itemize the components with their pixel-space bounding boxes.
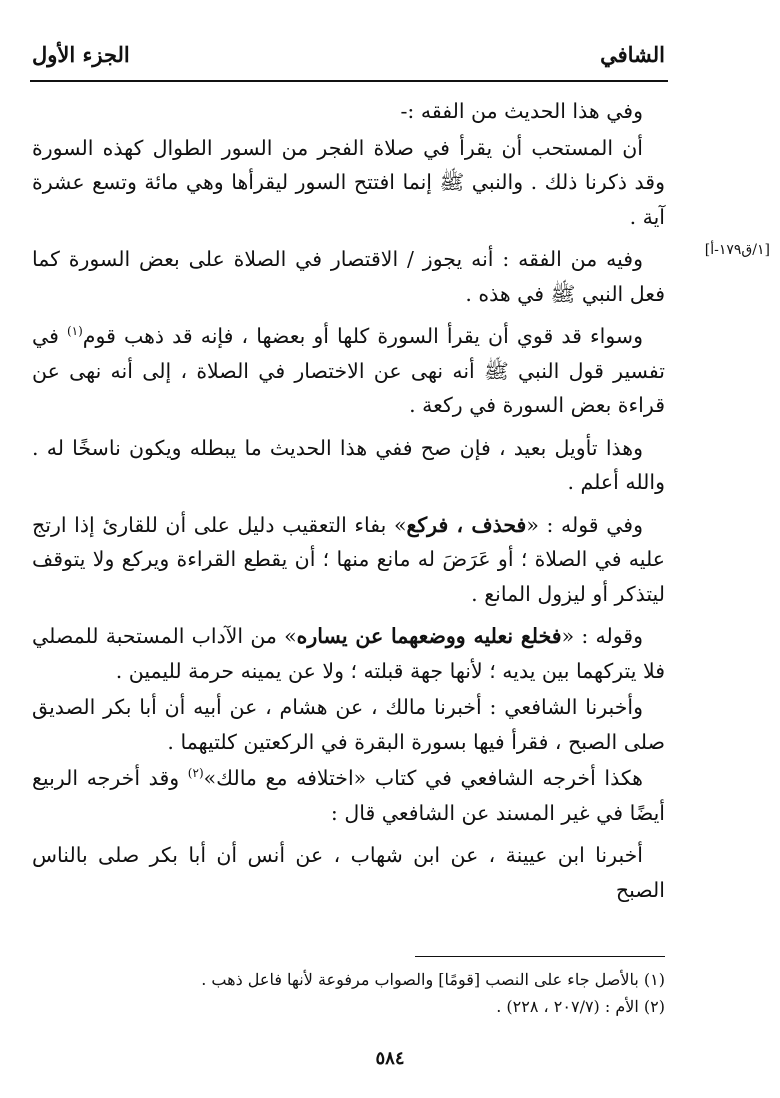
paragraph bbox=[32, 431, 665, 500]
paragraph-text: وقد أخرجه الربيع أيضًا في غير المسند عن الشافعي قال : bbox=[32, 766, 665, 825]
hadith-quote-bold: فخلع نعليه ووضعهما عن يساره bbox=[296, 624, 562, 648]
paragraph bbox=[32, 761, 665, 830]
paragraph-text: أخبرنا ابن عيينة ، عن ابن شهاب ، عن أنس أن أبا بكر صلى بالناس الصبح bbox=[32, 843, 665, 902]
paragraph bbox=[32, 508, 665, 612]
paragraph-text: وأخبرنا الشافعي : أخبرنا مالك ، عن هشام ، عن أبيه أن أبا بكر الصديق صلى الصبح ، فقرأ فيها بسورة البقرة في الركعتين كلتيهما . bbox=[32, 695, 665, 754]
paragraph bbox=[32, 131, 665, 235]
paragraph-text: هكذا أخرجه الشافعي في كتاب «اختلافه مع مالك» bbox=[203, 766, 643, 790]
manuscript-folio-marker: [١/ق١٧٩-أ] bbox=[704, 242, 770, 258]
footnote-rule bbox=[415, 956, 665, 957]
paragraph-text: » من الآداب المستحبة للمصلي فلا يتركهما بين يديه ؛ لأنها جهة قبلته ؛ ولا عن يمينه حرمة لليمين . bbox=[32, 624, 665, 683]
header-rule bbox=[30, 80, 668, 82]
paragraph bbox=[32, 838, 665, 907]
paragraph-text: أن المستحب أن يقرأ في صلاة الفجر من السور الطوال كهذه السورة وقد ذكرنا ذلك . والنبي ﷺ إنما افتتح السور ليقرأها وهي مائة وتسع عشرة آية . bbox=[32, 135, 665, 229]
footnotes bbox=[32, 966, 665, 1020]
paragraph bbox=[32, 690, 665, 759]
footnote-ref-2: (٢) bbox=[187, 766, 204, 781]
hadith-quote-bold: فحذف ، فركع bbox=[406, 512, 527, 537]
paragraph-text: وفي هذا الحديث من الفقه :- bbox=[400, 99, 643, 123]
paragraph bbox=[32, 242, 665, 311]
paragraph bbox=[32, 94, 665, 129]
running-header-title: الشافي bbox=[600, 42, 665, 67]
main-text bbox=[32, 94, 665, 915]
footnote-2: (٢) الأم : (٢٠٧/٧ ، ٢٢٨) . bbox=[496, 997, 665, 1016]
footnote-ref-1: (١) bbox=[66, 324, 83, 339]
paragraph bbox=[32, 619, 665, 688]
running-header-volume: الجزء الأول bbox=[32, 42, 130, 67]
paragraph-text: وسواء قد قوي أن يقرأ السورة كلها أو بعضها ، فإنه قد ذهب قوم bbox=[82, 324, 643, 348]
footnote-1: (١) بالأصل جاء على النصب [قومًا] والصواب مرفوعة لأنها فاعل ذهب . bbox=[201, 970, 665, 989]
paragraph-text: وهذا تأويل بعيد ، فإن صح ففي هذا الحديث ما يبطله ويكون ناسخًا له . والله أعلم . bbox=[32, 435, 665, 494]
paragraph bbox=[32, 319, 665, 423]
paragraph-text: وفيه من الفقه : أنه يجوز / الاقتصار في الصلاة على بعض السورة كما فعل النبي ﷺ في هذه . bbox=[32, 247, 665, 306]
paragraph-text: وفي قوله : « bbox=[526, 512, 643, 537]
paragraph-text: وقوله : « bbox=[561, 624, 644, 648]
paragraph-text: في تفسير قول النبي ﷺ أنه نهى عن الاختصار في الصلاة ، إلى أنه نهى عن قراءة بعض السورة في ركعة . bbox=[32, 324, 665, 417]
page-number: ٥٨٤ bbox=[375, 1048, 405, 1069]
paragraph-text: » بفاء التعقيب دليل على أن للقارئ إذا ارتج عليه في الصلاة ؛ أو عَرَضَ له مانع منها ؛ أن يقطع القراءة ويركع ولا يتوقف ليتذكر أو ليزول المانع . bbox=[32, 512, 665, 606]
